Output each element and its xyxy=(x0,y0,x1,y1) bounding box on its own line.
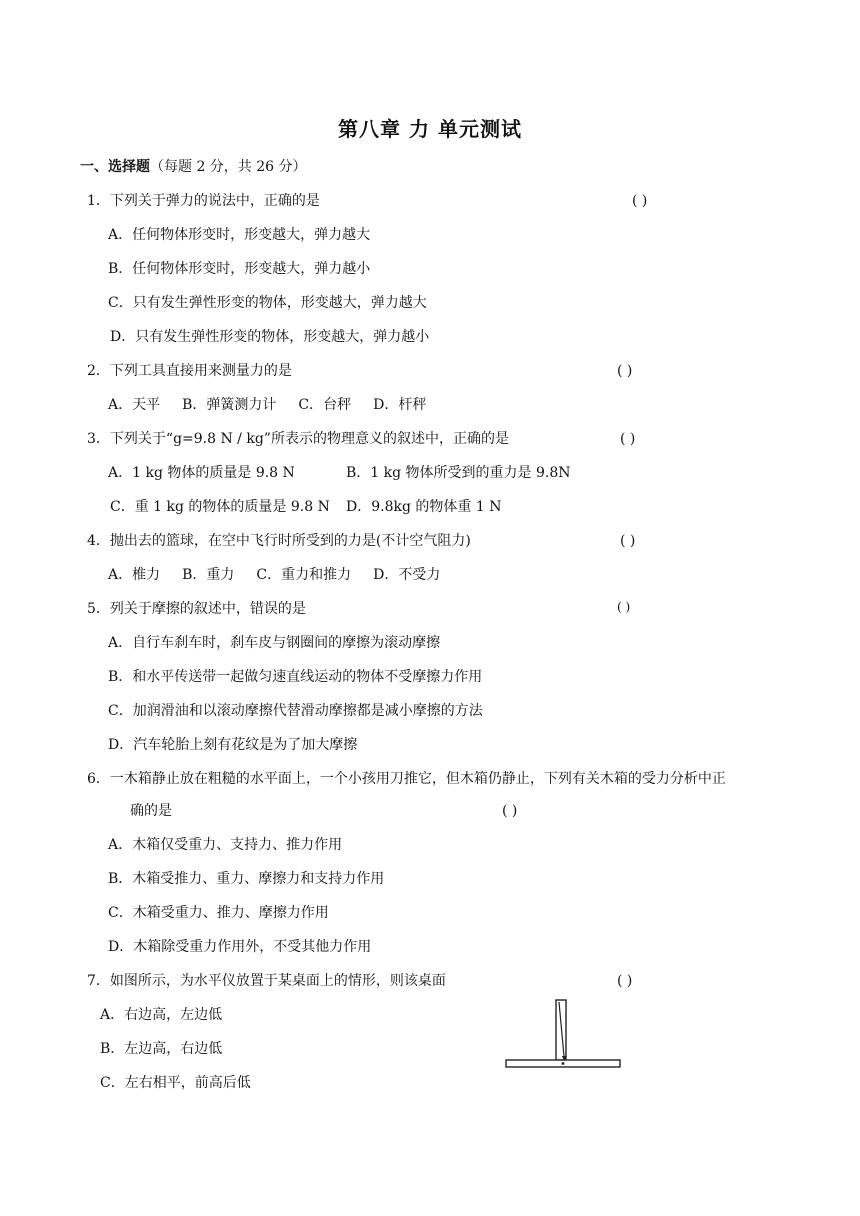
question-7-stem: 7．如图所示，为水平仪放置于某桌面上的情形，则该桌面 xyxy=(87,973,446,989)
question-5-stem: 5．列关于摩擦的叙述中，错误的是 xyxy=(87,601,306,617)
question-2-option-a: A．天平 xyxy=(108,397,161,413)
question-4-options xyxy=(108,566,440,584)
section-heading xyxy=(80,158,307,176)
question-6-option-a: A．木箱仅受重力、支持力、推力作用 xyxy=(108,837,343,853)
question-7-option-b: B．左边高，右边低 xyxy=(100,1041,223,1057)
question-6-option-d: D．木箱除受重力作用外，不受其他力作用 xyxy=(108,939,372,955)
answer-blank-5[interactable]: ( ) xyxy=(617,600,631,614)
question-2-option-b: B．弹簧测力计 xyxy=(182,397,277,413)
question-4-option-a: A．椎力 xyxy=(108,567,161,583)
question-1-option-b: B．任何物体形变时，形变越大，弹力越小 xyxy=(108,261,371,277)
question-6-stem-continued: 确的是 xyxy=(130,803,172,819)
question-1-stem: 1．下列关于弹力的说法中，正确的是 xyxy=(87,193,320,209)
section-note: （每题 2 分，共 26 分） xyxy=(150,159,307,175)
answer-blank-2[interactable]: ( ) xyxy=(617,363,633,379)
question-7-option-a: A．右边高，左边低 xyxy=(100,1007,223,1023)
page-title: 第八章 力 单元测试 xyxy=(338,117,522,141)
question-4-option-c: C．重力和推力 xyxy=(256,567,352,583)
question-7-option-c: C．左右相平，前高后低 xyxy=(100,1075,251,1091)
question-3-option-c: C．重 1 kg 的物体的质量是 9.8 N xyxy=(110,499,330,515)
question-6-option-b: B．木箱受推力、重力、摩擦力和支持力作用 xyxy=(108,871,385,887)
question-1-option-c: C．只有发生弹性形变的物体，形变越大，弹力越大 xyxy=(108,295,427,311)
question-3-option-d: D．9.8kg 的物体重 1 N xyxy=(346,499,502,515)
answer-blank-1[interactable]: ( ) xyxy=(632,193,648,209)
question-5-option-b: B．和水平传送带一起做匀速直线运动的物体不受摩擦力作用 xyxy=(108,669,483,685)
question-3-option-b: B．1 kg 物体所受到的重力是 9.8N xyxy=(346,465,571,481)
question-6-stem: 6．一木箱静止放在粗糙的水平面上，一个小孩用刀推它，但木箱仍静止，下列有关木箱的受力分析中正 xyxy=(87,771,726,787)
answer-blank-3[interactable]: ( ) xyxy=(620,431,636,447)
level-instrument xyxy=(556,1000,566,1062)
question-4-option-b: B．重力 xyxy=(182,567,235,583)
question-4-option-d: D．不受力 xyxy=(373,567,441,583)
section-title: 一、选择题 xyxy=(80,159,150,175)
level-diagram xyxy=(494,996,634,1076)
question-2-stem: 2．下列工具直接用来测量力的是 xyxy=(87,363,292,379)
question-1-option-a: A．任何物体形变时，形变越大，弹力越大 xyxy=(108,227,371,243)
question-5-option-a: A．自行车刹车时，刹车皮与钢圈间的摩擦为滚动摩擦 xyxy=(108,635,441,651)
question-2-options xyxy=(108,396,426,414)
question-5-option-d: D．汽车轮胎上刻有花纹是为了加大摩擦 xyxy=(108,737,358,753)
question-4-stem: 4．抛出去的篮球，在空中飞行时所受到的力是(不计空气阻力) xyxy=(87,533,471,549)
question-2-option-d: D．杆秤 xyxy=(373,397,427,413)
question-1-option-d: D．只有发生弹性形变的物体，形变越大，弹力越小 xyxy=(110,329,430,345)
answer-blank-6[interactable]: ( ) xyxy=(502,803,518,819)
question-3-stem: 3．下列关于“g=9.8 N / kg”所表示的物理意义的叙述中，正确的是 xyxy=(87,431,509,447)
question-2-option-c: C．台秤 xyxy=(298,397,352,413)
answer-blank-4[interactable]: ( ) xyxy=(620,533,636,549)
answer-blank-7[interactable]: ( ) xyxy=(617,973,633,989)
question-3-option-a: A．1 kg 物体的质量是 9.8 N xyxy=(108,465,295,481)
question-5-option-c: C．加润滑油和以滚动摩擦代替滑动摩擦都是减小摩擦的方法 xyxy=(108,703,483,719)
question-6-option-c: C．木箱受重力、推力、摩擦力作用 xyxy=(108,905,329,921)
center-mark xyxy=(562,1062,565,1065)
